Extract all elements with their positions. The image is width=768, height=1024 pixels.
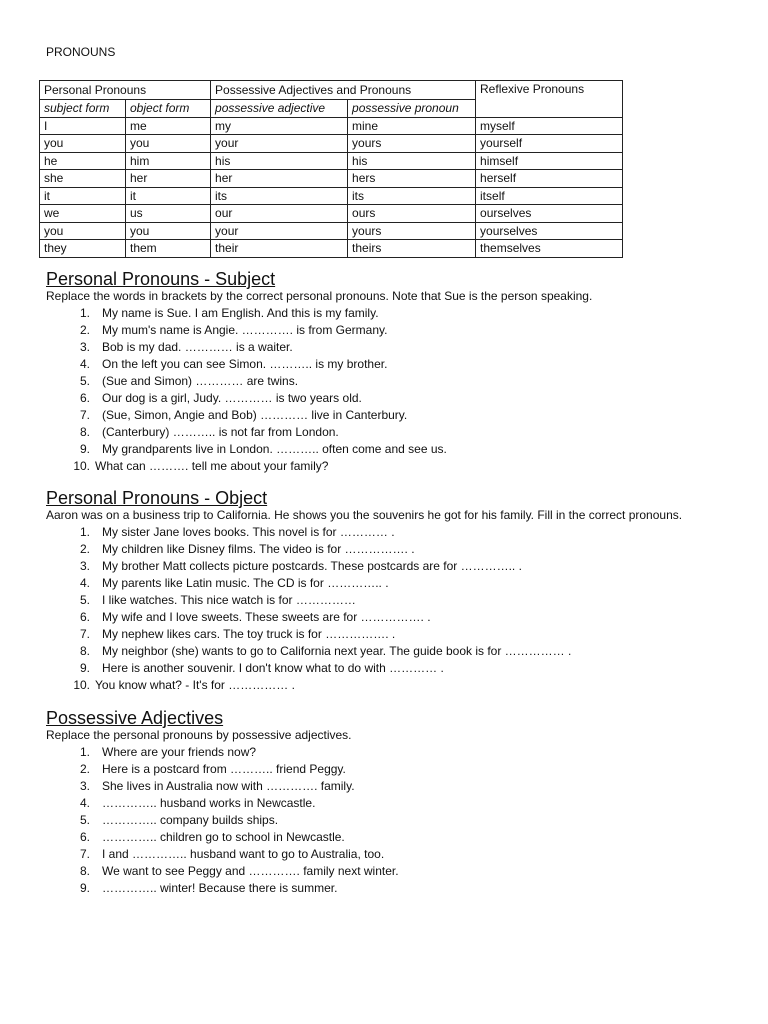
item-text: (Sue and Simon) ………… are twins. bbox=[102, 374, 299, 388]
table-cell: us bbox=[126, 205, 211, 223]
section-title: Personal Pronouns - Object bbox=[46, 488, 268, 508]
table-cell: it bbox=[40, 187, 126, 205]
table-cell: you bbox=[126, 135, 211, 153]
list-item bbox=[46, 761, 746, 778]
item-number: 10. bbox=[73, 459, 90, 473]
table-cell: his bbox=[348, 152, 476, 170]
table-cell: herself bbox=[476, 170, 623, 188]
table-row bbox=[40, 187, 623, 205]
table-cell: her bbox=[211, 170, 348, 188]
item-text: My neighbor (she) wants to go to California next year. The guide book is for …………… . bbox=[102, 644, 572, 658]
table-cell: you bbox=[40, 135, 126, 153]
list-item bbox=[46, 339, 746, 356]
item-text: She lives in Australia now with …………. family. bbox=[102, 779, 355, 793]
table-group-header-row bbox=[40, 81, 623, 100]
item-number: 4. bbox=[79, 357, 90, 371]
section-subject bbox=[46, 271, 746, 475]
item-number: 5. bbox=[79, 813, 90, 827]
exercise-list bbox=[46, 744, 746, 897]
list-item bbox=[46, 643, 746, 660]
item-number: 8. bbox=[79, 644, 90, 658]
list-item bbox=[46, 660, 746, 677]
section-possessive-adjectives bbox=[46, 710, 746, 897]
item-text: Where are your friends now? bbox=[102, 745, 257, 759]
item-text: My grandparents live in London. ……….. often come and see us. bbox=[102, 442, 447, 456]
item-text: (Canterbury) ……….. is not far from London. bbox=[102, 425, 339, 439]
item-number: 5. bbox=[79, 593, 90, 607]
table-row bbox=[40, 205, 623, 223]
list-item bbox=[46, 778, 746, 795]
subheader-subject-form: subject form bbox=[40, 100, 126, 118]
item-number: 10. bbox=[73, 678, 90, 692]
table-cell: you bbox=[40, 222, 126, 240]
table-cell: our bbox=[211, 205, 348, 223]
item-number: 3. bbox=[79, 340, 90, 354]
table-cell: me bbox=[126, 117, 211, 135]
subheader-possessive-adjective: possessive adjective bbox=[211, 100, 348, 118]
list-item bbox=[46, 626, 746, 643]
table-row bbox=[40, 152, 623, 170]
list-item bbox=[46, 458, 746, 475]
table-cell: themselves bbox=[476, 240, 623, 258]
item-text: My children like Disney films. The video is for ……………. . bbox=[102, 542, 415, 556]
list-item bbox=[46, 356, 746, 373]
item-text: Here is a postcard from ……….. friend Peggy. bbox=[102, 762, 346, 776]
table-cell: myself bbox=[476, 117, 623, 135]
item-number: 3. bbox=[79, 559, 90, 573]
table-cell: ours bbox=[348, 205, 476, 223]
table-cell: itself bbox=[476, 187, 623, 205]
list-item bbox=[46, 829, 746, 846]
list-item bbox=[46, 373, 746, 390]
section-title: Possessive Adjectives bbox=[46, 708, 224, 728]
list-item bbox=[46, 390, 746, 407]
table-cell: I bbox=[40, 117, 126, 135]
item-text: ………….. company builds ships. bbox=[102, 813, 279, 827]
table-cell: her bbox=[126, 170, 211, 188]
section-title: Personal Pronouns - Subject bbox=[46, 269, 276, 289]
header-reflexive: Reflexive Pronouns bbox=[476, 81, 623, 118]
item-text: My name is Sue. I am English. And this is my family. bbox=[102, 306, 379, 320]
table-cell: hers bbox=[348, 170, 476, 188]
page-title: PRONOUNS bbox=[46, 45, 116, 59]
table-cell: it bbox=[126, 187, 211, 205]
list-item bbox=[46, 575, 746, 592]
subheader-possessive-pronoun: possessive pronoun bbox=[348, 100, 476, 118]
item-number: 8. bbox=[79, 425, 90, 439]
item-number: 1. bbox=[79, 745, 90, 759]
item-number: 5. bbox=[79, 374, 90, 388]
list-item bbox=[46, 524, 746, 541]
list-item bbox=[46, 863, 746, 880]
section-instructions: Aaron was on a business trip to California. He shows you the souvenirs he got for his family. Fill in the correct pronouns. bbox=[46, 508, 683, 522]
table-cell: my bbox=[211, 117, 348, 135]
list-item bbox=[46, 880, 746, 897]
table-cell: your bbox=[211, 135, 348, 153]
list-item bbox=[46, 795, 746, 812]
table-cell: she bbox=[40, 170, 126, 188]
table-cell: them bbox=[126, 240, 211, 258]
table-cell: yours bbox=[348, 135, 476, 153]
section-instructions: Replace the words in brackets by the correct personal pronouns. Note that Sue is the person speaking. bbox=[46, 289, 593, 303]
item-text: You know what? - It's for …………… . bbox=[95, 678, 295, 692]
item-number: 9. bbox=[79, 661, 90, 675]
exercise-list bbox=[46, 305, 746, 475]
list-item bbox=[46, 322, 746, 339]
item-text: My nephew likes cars. The toy truck is for ……………. . bbox=[102, 627, 396, 641]
table-cell: he bbox=[40, 152, 126, 170]
item-number: 6. bbox=[79, 830, 90, 844]
header-possessive: Possessive Adjectives and Pronouns bbox=[211, 81, 476, 100]
table-cell: their bbox=[211, 240, 348, 258]
item-number: 1. bbox=[79, 306, 90, 320]
table-cell: ourselves bbox=[476, 205, 623, 223]
item-text: Our dog is a girl, Judy. ………… is two years old. bbox=[102, 391, 362, 405]
item-number: 6. bbox=[79, 610, 90, 624]
table-cell: his bbox=[211, 152, 348, 170]
table-cell: yourselves bbox=[476, 222, 623, 240]
item-number: 7. bbox=[79, 408, 90, 422]
item-number: 6. bbox=[79, 391, 90, 405]
item-text: Bob is my dad. ………… is a waiter. bbox=[102, 340, 293, 354]
table-row bbox=[40, 222, 623, 240]
table-cell: theirs bbox=[348, 240, 476, 258]
table-cell: yours bbox=[348, 222, 476, 240]
item-text: My sister Jane loves books. This novel is for ………… . bbox=[102, 525, 395, 539]
table-row bbox=[40, 240, 623, 258]
list-item bbox=[46, 677, 746, 694]
item-number: 1. bbox=[79, 525, 90, 539]
table-cell: we bbox=[40, 205, 126, 223]
item-number: 8. bbox=[79, 864, 90, 878]
item-text: My mum's name is Angie. …………. is from Germany. bbox=[102, 323, 388, 337]
list-item bbox=[46, 305, 746, 322]
item-number: 7. bbox=[79, 847, 90, 861]
item-number: 2. bbox=[79, 762, 90, 776]
table-cell: him bbox=[126, 152, 211, 170]
list-item bbox=[46, 407, 746, 424]
item-text: I and ………….. husband want to go to Australia, too. bbox=[102, 847, 385, 861]
table-cell: himself bbox=[476, 152, 623, 170]
table-cell: your bbox=[211, 222, 348, 240]
item-text: We want to see Peggy and …………. family next winter. bbox=[102, 864, 399, 878]
section-object bbox=[46, 490, 746, 694]
item-number: 2. bbox=[79, 323, 90, 337]
table-cell: you bbox=[126, 222, 211, 240]
item-number: 9. bbox=[79, 881, 90, 895]
list-item bbox=[46, 441, 746, 458]
item-text: I like watches. This nice watch is for …………… bbox=[102, 593, 356, 607]
table-cell: its bbox=[211, 187, 348, 205]
table-row bbox=[40, 117, 623, 135]
table-cell: they bbox=[40, 240, 126, 258]
table-cell: its bbox=[348, 187, 476, 205]
list-item bbox=[46, 424, 746, 441]
item-number: 4. bbox=[79, 796, 90, 810]
item-text: My brother Matt collects picture postcards. These postcards are for ………….. . bbox=[102, 559, 522, 573]
section-instructions: Replace the personal pronouns by possessive adjectives. bbox=[46, 728, 352, 742]
item-number: 4. bbox=[79, 576, 90, 590]
item-text: My wife and I love sweets. These sweets are for ……………. . bbox=[102, 610, 431, 624]
item-text: ………….. husband works in Newcastle. bbox=[102, 796, 316, 810]
list-item bbox=[46, 558, 746, 575]
exercise-list bbox=[46, 524, 746, 694]
item-text: What can ………. tell me about your family? bbox=[95, 459, 329, 473]
header-personal-pronouns: Personal Pronouns bbox=[40, 81, 211, 100]
table-row bbox=[40, 135, 623, 153]
table-cell: mine bbox=[348, 117, 476, 135]
table-row bbox=[40, 170, 623, 188]
item-text: Here is another souvenir. I don't know what to do with ………… . bbox=[102, 661, 444, 675]
table-cell: yourself bbox=[476, 135, 623, 153]
pronoun-table bbox=[39, 80, 623, 258]
list-item bbox=[46, 812, 746, 829]
table-body bbox=[40, 117, 623, 257]
list-item bbox=[46, 846, 746, 863]
list-item bbox=[46, 609, 746, 626]
item-text: ………….. winter! Because there is summer. bbox=[102, 881, 338, 895]
list-item bbox=[46, 541, 746, 558]
item-number: 7. bbox=[79, 627, 90, 641]
list-item bbox=[46, 592, 746, 609]
item-number: 9. bbox=[79, 442, 90, 456]
item-number: 2. bbox=[79, 542, 90, 556]
item-text: (Sue, Simon, Angie and Bob) ………… live in Canterbury. bbox=[102, 408, 408, 422]
item-text: ………….. children go to school in Newcastle. bbox=[102, 830, 345, 844]
item-number: 3. bbox=[79, 779, 90, 793]
subheader-object-form: object form bbox=[126, 100, 211, 118]
list-item bbox=[46, 744, 746, 761]
item-text: On the left you can see Simon. ……….. is my brother. bbox=[102, 357, 388, 371]
item-text: My parents like Latin music. The CD is for ………….. . bbox=[102, 576, 389, 590]
